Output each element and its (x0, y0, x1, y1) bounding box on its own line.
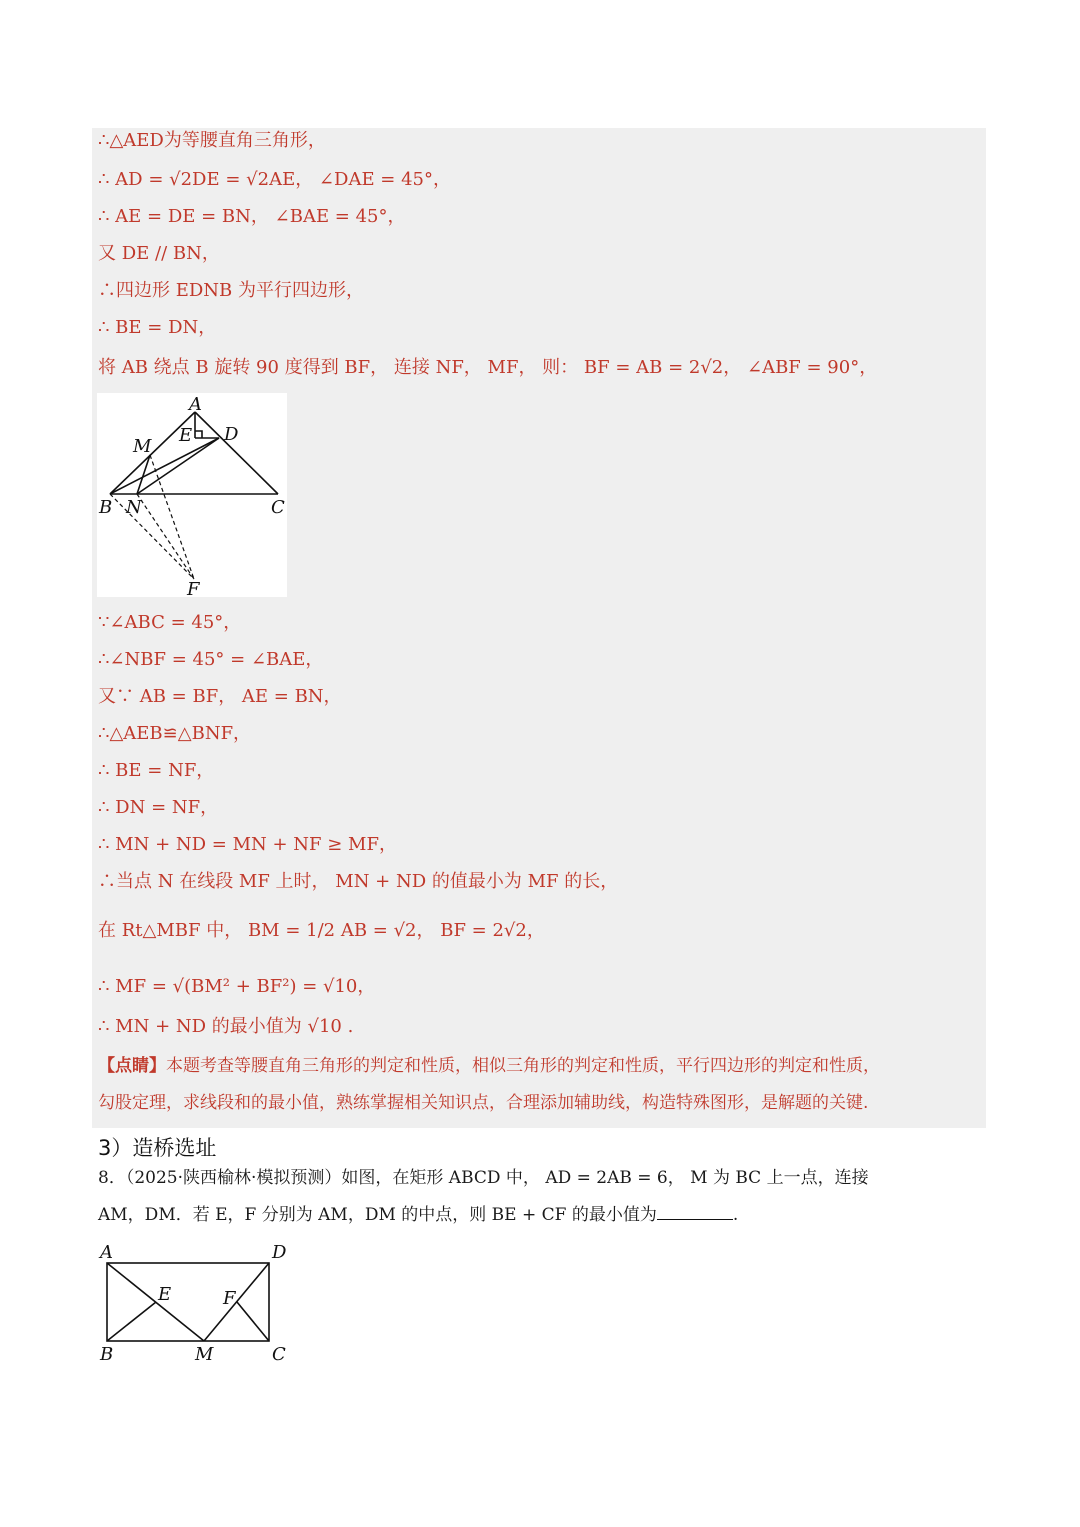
label-b: B (99, 497, 113, 518)
solution-line-4: 又 DE // BN， (98, 243, 220, 264)
label-e: E (179, 425, 193, 446)
segment-be (107, 1302, 156, 1341)
label-f: F (187, 579, 200, 597)
solution-line-15: ∴当点 N 在线段 MF 上时， MN + ND 的值最小为 MF 的长， (98, 871, 619, 892)
segment-cf (237, 1302, 269, 1341)
answer-blank[interactable] (657, 1219, 733, 1220)
segment-bf-dashed (110, 494, 194, 579)
solution-line-18: ∴ MN + ND 的最小值为 √10 . (98, 1016, 354, 1037)
problem-text-2: AM，DM．若 E，F 分别为 AM，DM 的中点，则 BE + CF 的最小值为 (98, 1205, 657, 1225)
figure2-svg (96, 1240, 296, 1368)
figure1-svg (97, 393, 287, 597)
solution-line-2: ∴ AD = √2DE = √2AE， ∠DAE = 45°， (98, 169, 452, 190)
solution-line-1: ∴△AED为等腰直角三角形， (98, 130, 326, 151)
solution-line-17: ∴ MF = √(BM² + BF²) = √10， (98, 976, 376, 997)
rectangle-abcd (107, 1263, 269, 1341)
section-heading: 3）造桥选址 (98, 1136, 217, 1160)
label-c2: C (272, 1344, 286, 1365)
problem-line-2 (98, 1203, 738, 1227)
label-a: A (189, 394, 202, 415)
solution-line-16: 在 Rt△MBF 中， BM = 1/2 AB = √2， BF = 2√2， (98, 920, 545, 941)
comment-line-1 (98, 1054, 880, 1078)
solution-line-11: ∴△AEB≌△BNF， (98, 723, 252, 744)
label-n: N (126, 497, 142, 518)
solution-line-6: ∴ BE = DN， (98, 317, 217, 338)
geometry-figure-rectangle (96, 1240, 296, 1368)
solution-line-13: ∴ DN = NF， (98, 797, 219, 818)
label-d: D (224, 424, 239, 445)
label-e2: E (158, 1284, 172, 1305)
geometry-figure-triangle (97, 393, 287, 597)
solution-line-8: ∵∠ABC = 45°， (98, 612, 242, 633)
comment-text-1: 本题考查等腰直角三角形的判定和性质，相似三角形的判定和性质，平行四边形的判定和性质， (166, 1056, 880, 1076)
label-c: C (271, 497, 285, 518)
problem-line-1: 8．（2025·陕西榆林·模拟预测）如图，在矩形 ABCD 中， AD = 2AB = 6， M 为 BC 上一点，连接 (98, 1168, 869, 1188)
solution-line-9: ∴∠NBF = 45° = ∠BAE， (98, 649, 324, 670)
label-d2: D (272, 1242, 287, 1263)
label-a2: A (100, 1242, 113, 1263)
right-angle-mark (195, 431, 202, 438)
solution-line-7: 将 AB 绕点 B 旋转 90 度得到 BF， 连接 NF， MF， 则： BF = AB = 2√2， ∠ABF = 90°， (98, 357, 878, 378)
label-f2: F (223, 1288, 236, 1309)
solution-line-10: 又∵ AB = BF， AE = BN， (98, 686, 342, 707)
solution-line-14: ∴ MN + ND = MN + NF ≥ MF， (98, 834, 397, 855)
comment-tag: 【点睛】 (98, 1056, 166, 1076)
label-m2: M (195, 1344, 214, 1365)
label-m: M (133, 436, 152, 457)
comment-line-2: 勾股定理，求线段和的最小值，熟练掌握相关知识点，合理添加辅助线，构造特殊图形，是解题的关键. (98, 1093, 869, 1113)
label-b2: B (100, 1344, 114, 1365)
segment-mf-dashed (150, 455, 194, 579)
solution-line-3: ∴ AE = DE = BN， ∠BAE = 45°， (98, 206, 406, 227)
segment-nf-dashed (137, 494, 194, 579)
solution-line-12: ∴ BE = NF， (98, 760, 215, 781)
solution-line-5: ∴四边形 EDNB 为平行四边形， (98, 280, 364, 301)
problem-end: . (732, 1205, 739, 1225)
segment-bd (110, 438, 219, 494)
